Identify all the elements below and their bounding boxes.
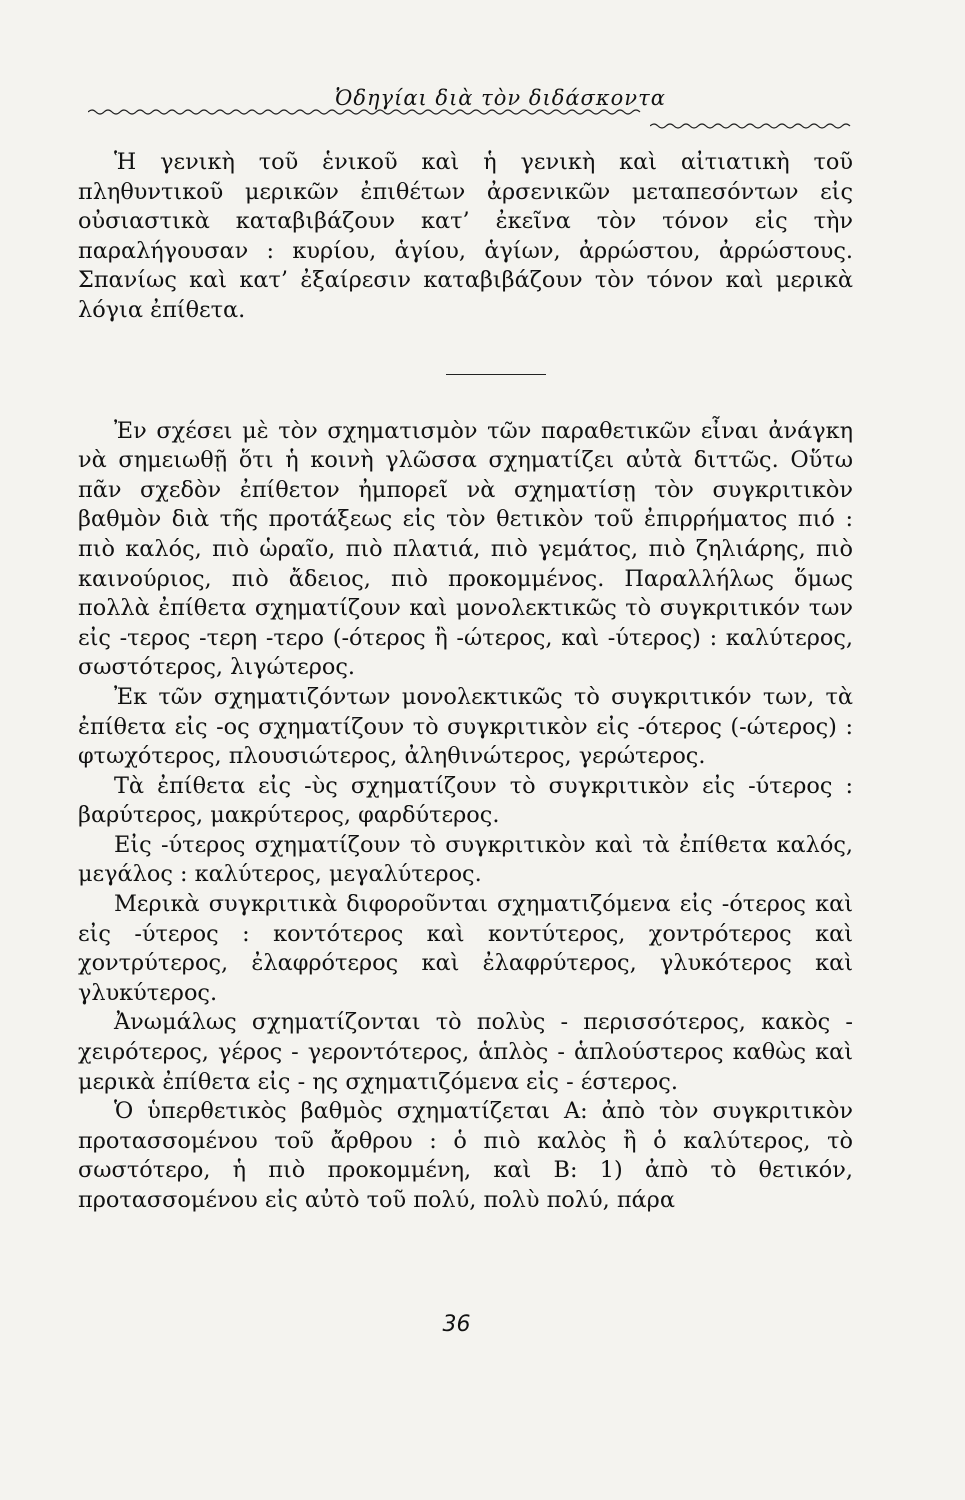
section-divider bbox=[446, 374, 546, 375]
wavy-rule-left bbox=[88, 108, 643, 122]
running-title: Ὀδηγίαι διὰ τὸν διδάσκοντα bbox=[335, 86, 666, 110]
paragraph-comparatives-intro: Ἐν σχέσει μὲ τὸν σχηματισμὸν τῶν παραθετικῶν εἶναι ἀνάγκη νὰ σημειωθῇ ὅτι ἡ κοινὴ γλῶσσα σχηματίζει αὐτὰ διττῶς. Οὕτω πᾶν σχεδὸν ἐπίθετον ἠμπορεῖ νὰ σχηματίσῃ τὸν συγκριτικὸν βαθμὸν διὰ τῆς προτάξεως εἰς τὸν θετικὸν τοῦ ἐπιρρήματος πιό : πιὸ καλός, πιὸ ὡραῖο, πιὸ πλατιά, πιὸ γεμάτος, πιὸ ζηλιάρης, πιὸ καινούριος, πιὸ ἄδειος, πιὸ προκομμένος. Παραλλήλως ὅμως πολλὰ ἐπίθετα σχηματίζουν καὶ μονολεκτικῶς τὸ συγκριτικόν των εἰς -τερος -τερη -τερο (-ότερος ἢ -ώτερος, καὶ -ύτερος) : καλύτερος, σωστότερος, λιγώτερος. bbox=[78, 417, 853, 681]
paragraph-genitive-accent: Ἡ γενικὴ τοῦ ἑνικοῦ καὶ ἡ γενικὴ καὶ αἰτιατικὴ τοῦ πληθυντικοῦ μερικῶν ἐπιθέτων ἀρσενικῶν μεταπεσόντων εἰς οὐσιαστικὰ καταβιβάζουν κατ’ ἐκεῖνα τὸν τόνον εἰς τὴν παραλήγουσαν : κυρίου, ἁγίου, ἁγίων, ἀρρώστου, ἀρρώστους. Σπανίως καὶ κατ’ ἐξαίρεσιν καταβιβάζουν τὸν τόνον καὶ μερικὰ λόγια ἐπίθετα. bbox=[78, 149, 853, 323]
wavy-line bbox=[88, 110, 640, 114]
page-number bbox=[0, 1312, 965, 1337]
paragraph-comparative-kalos: Εἰς -ύτερος σχηματίζουν τὸ συγκριτικὸν καὶ τὰ ἐπίθετα καλός, μεγάλος : καλύτερος, μεγαλύτερος. bbox=[78, 831, 853, 888]
paragraph-comparative-double: Μερικὰ συγκριτικὰ διφοροῦνται σχηματιζόμενα εἰς -ότερος καὶ εἰς -ύτερος : κοντότερος καὶ κοντύτερος, χοντρότερος καὶ χοντρύτερος, ἐλαφρότερος καὶ ἐλαφρύτερος, γλυκότερος καὶ γλυκύτερος. bbox=[78, 891, 853, 1006]
wavy-line bbox=[650, 124, 850, 128]
page-number-text: 36 bbox=[442, 1312, 471, 1337]
wavy-rule-right bbox=[650, 122, 855, 136]
body-text bbox=[78, 148, 853, 1216]
running-header bbox=[0, 86, 965, 110]
paragraph-irregular: Ἀνωμάλως σχηματίζονται τὸ πολὺς - περισσότερος, κακὸς - χειρότερος, γέρος - γεροντότερος, ἁπλὸς - ἁπλούστερος καθὼς καὶ μερικὰ ἐπίθετα εἰς - ης σχηματιζόμενα εἰς - έστερος. bbox=[78, 1009, 853, 1095]
paragraph-comparative-ys: Τὰ ἐπίθετα εἰς -ὺς σχηματίζουν τὸ συγκριτικὸν εἰς -ύτερος : βαρύτερος, μακρύτερος, φαρδύτερος. bbox=[78, 772, 853, 829]
paragraph-comparative-os: Ἐκ τῶν σχηματιζόντων μονολεκτικῶς τὸ συγκριτικόν των, τὰ ἐπίθετα εἰς -ος σχηματίζουν τὸ συγκριτικὸν εἰς -ότερος (-ώτερος) : φτωχότερος, πλουσιώτερος, ἀληθινώτερος, γερώτερος. bbox=[78, 683, 853, 770]
paragraph-superlative: Ὁ ὑπερθετικὸς βαθμὸς σχηματίζεται Α: ἀπὸ τὸν συγκριτικὸν προτασσομένου τοῦ ἄρθρου : ὁ πιὸ καλὸς ἢ ὁ καλύτερος, τὸ σωστότερο, ἡ πιὸ προκομμένη, καὶ Β: 1) ἀπὸ τὸ θετικόν, προτασσομένου εἰς αὐτὸ τοῦ πολύ, πολὺ πολύ, πάρα bbox=[78, 1098, 853, 1213]
